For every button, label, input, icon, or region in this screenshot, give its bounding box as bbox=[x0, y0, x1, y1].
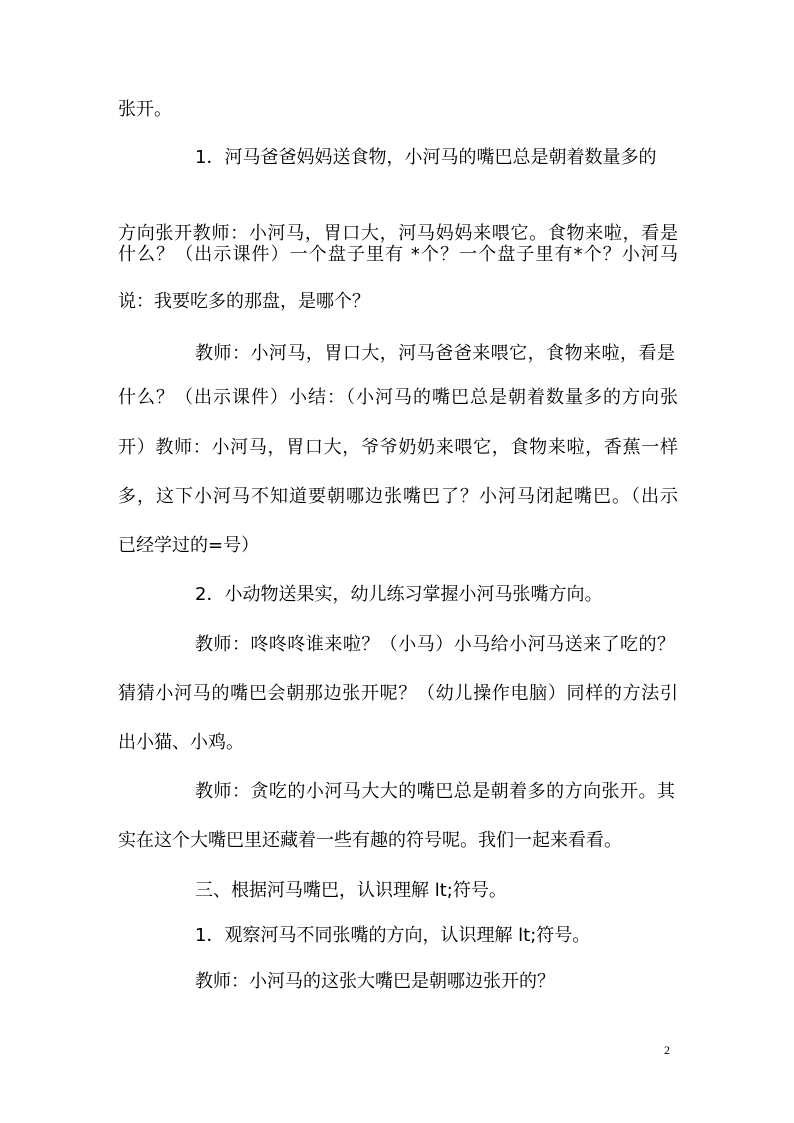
text-line-14: 出小猫、小鸡。 bbox=[118, 732, 244, 753]
text-line-10: 已经学过的=号） bbox=[118, 535, 260, 556]
text-line-5: 说：我要吃多的那盘，是哪个？ bbox=[118, 291, 370, 312]
text-line-11: 2．小动物送果实，幼儿练习掌握小河马张嘴方向。 bbox=[195, 584, 603, 605]
text-line-6: 教师：小河马，胃口大，河马爸爸来喂它，食物来啦，看是 bbox=[195, 343, 675, 364]
text-line-17: 三、根据河马嘴巴，认识理解 lt;符号。 bbox=[195, 880, 507, 901]
text-line-18: 1．观察河马不同张嘴的方向，认识理解 lt;符号。 bbox=[195, 925, 591, 946]
page-number: 2 bbox=[664, 1043, 670, 1057]
text-line-15: 教师：贪吃的小河马大大的嘴巴总是朝着多的方向张开。其 bbox=[195, 781, 675, 802]
text-line-8: 开）教师：小河马，胃口大，爷爷奶奶来喂它，食物来啦，香蕉一样 bbox=[118, 437, 678, 458]
text-line-9: 多，这下小河马不知道要朝哪边张嘴巴了？小河马闭起嘴巴。（出示 bbox=[118, 486, 678, 507]
text-line-16: 实在这个大嘴巴里还藏着一些有趣的符号呢。我们一起来看看。 bbox=[118, 830, 622, 851]
text-line-3: 方向张开教师：小河马，胃口大，河马妈妈来喂它。食物来啦，看是 bbox=[118, 223, 678, 244]
text-line-2: 1．河马爸爸妈妈送食物，小河马的嘴巴总是朝着数量多的 bbox=[195, 147, 657, 168]
text-line-4: 什么？（出示课件）一个盘子里有 *个？一个盘子里有*个？小河马 bbox=[118, 244, 678, 265]
text-line-1: 张开。 bbox=[118, 99, 172, 120]
text-line-19: 教师：小河马的这张大嘴巴是朝哪边张开的？ bbox=[195, 971, 555, 992]
text-line-13: 猜猜小河马的嘴巴会朝那边张开呢？（幼儿操作电脑）同样的方法引 bbox=[118, 683, 678, 704]
text-line-12: 教师：咚咚咚谁来啦？（小马）小马给小河马送来了吃的？ bbox=[195, 634, 675, 655]
text-line-7: 什么？（出示课件）小结：（小河马的嘴巴总是朝着数量多的方向张 bbox=[118, 387, 678, 408]
